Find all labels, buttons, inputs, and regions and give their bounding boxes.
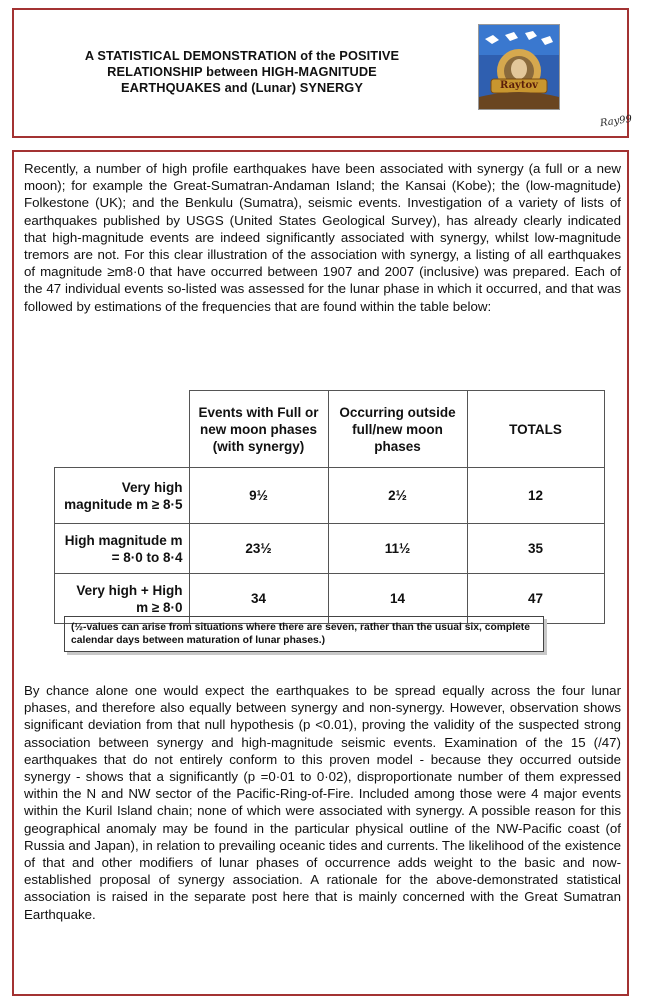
table-cell: 2½ <box>328 468 467 524</box>
row-label: Very high + High m ≥ 8·0 <box>55 574 190 624</box>
table-cell: 11½ <box>328 524 467 574</box>
table-cell: 34 <box>189 574 328 624</box>
row-label: Very high magnitude m ≥ 8·5 <box>55 468 190 524</box>
table-corner <box>55 391 190 468</box>
table-footnote: (½-values can arise from situations where there are seven, rather than the usual six, complete calendar days between maturation of lunar phases.) <box>64 616 544 652</box>
intro-paragraph: Recently, a number of high profile earthquakes have been associated with synergy (a full or a new moon); for example the Great-Sumatran-Andaman Island; the Kansai (Kobe); the (low-magnitude) Folkestone (UK); and the Benkulu (Sumatra), seismic events. Investigation of a variety of lists of earthquakes published by USGS (United States Geological Survey), has already clearly indicated that high-magnitude events are indeed significantly associated with synergy, whilst low-magnitude tremors are not. For this clear illustration of the association with synergy, a listing of all earthquakes of magnitude ≥m8·0 that have occurred between 1907 and 2007 (inclusive) was prepared. Each of the 47 individual events so-listed was assessed for the lunar phase in which it occurred, and that was followed by estimations of the frequencies that are found within the table below: <box>24 161 621 314</box>
conclusion-paragraph: By chance alone one would expect the earthquakes to be spread equally across the four lunar phases, and therefore also equally between synergy and non-synergy. However, observation shows significant deviation from that null hypothesis (p <0.01), proving the validity of the suspected strong association between synergy and high-magnitude seismic events. Examination of the 15 (/47) earthquakes that do not entirely conform to this proven model - because they occurred outside synergy - shows that a significantly (p =0·01 to 0·02), disproportionate number of them expressed within the N and NW sector of the Pacific-Ring-of-Fire. Included among those were 4 major events within the Kuril Island chain; none of which were associated with synergy. A possible reason for this geographical anomaly may be found in the particular physical outline of the NW-Pacific coast (of Russia and Japan), in relation to prevailing oceanic tides and currents. The likelihood of the existence of that and other modifiers of lunar phases of occurrence adds weight to the basic and now-established proposal of synergy association. A rationale for the above-demonstrated statistical association is raised in the separate post here that is mainly concerned with the Great Sumatran Earthquake. <box>24 683 621 922</box>
table-cell: 12 <box>467 468 604 524</box>
table-cell: 35 <box>467 524 604 574</box>
table-cell: 9½ <box>189 468 328 524</box>
row-label: High magnitude m = 8·0 to 8·4 <box>55 524 190 574</box>
table-header: Occurring outside full/new moon phases <box>328 391 467 468</box>
table-row <box>55 468 605 524</box>
table-cell: 23½ <box>189 524 328 574</box>
table-header: Events with Full or new moon phases (with synergy) <box>189 391 328 468</box>
table-cell: 47 <box>467 574 604 624</box>
table-cell: 14 <box>328 574 467 624</box>
raytov-logo <box>478 24 560 110</box>
table-row <box>55 524 605 574</box>
signature: Ray99 <box>599 113 633 130</box>
title-line: RELATIONSHIP between HIGH-MAGNITUDE <box>107 64 377 79</box>
page-title <box>22 48 462 96</box>
title-line: A STATISTICAL DEMONSTRATION of the POSITIVE <box>84 48 400 63</box>
title-line: EARTHQUAKES and (Lunar) SYNERGY <box>121 80 363 95</box>
logo-image-icon <box>479 25 559 109</box>
logo-text: Raytov <box>500 80 538 91</box>
table-header: TOTALS <box>467 391 604 468</box>
frequency-table <box>54 390 605 624</box>
header-box <box>12 8 633 138</box>
table-header-row <box>55 391 605 468</box>
body-box <box>12 150 629 996</box>
